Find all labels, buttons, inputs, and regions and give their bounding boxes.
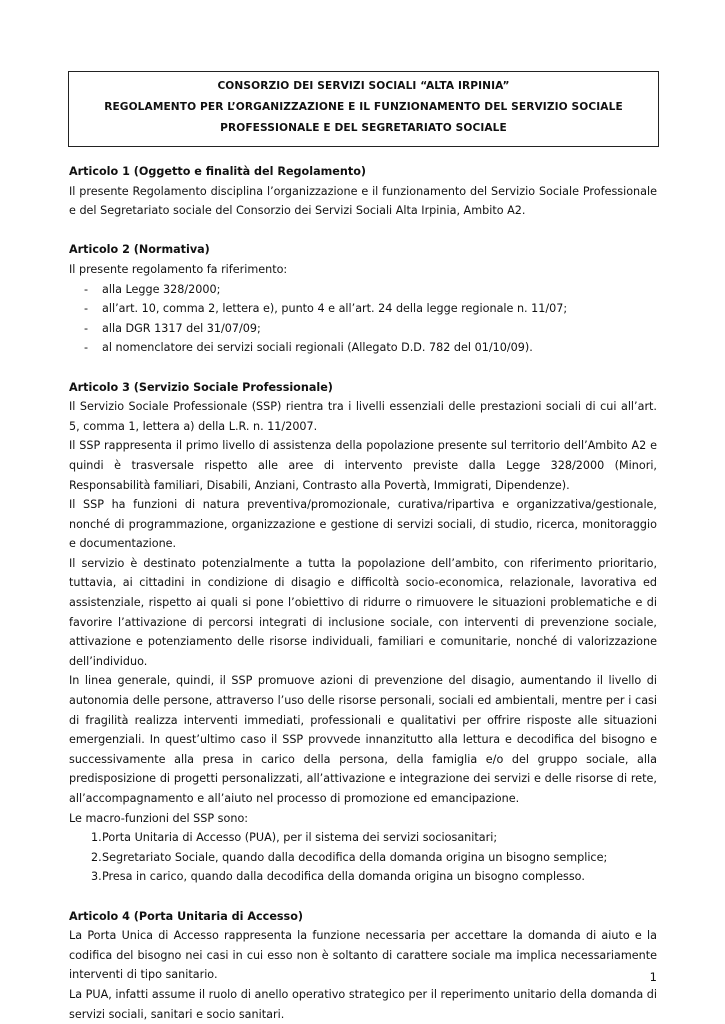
list-number: 2. <box>91 850 102 864</box>
list-item <box>69 319 657 339</box>
organization-title: CONSORZIO DEI SERVIZI SOCIALI “ALTA IRPINIA” <box>217 80 510 92</box>
document-body <box>69 162 657 1024</box>
article-3-paragraph-3: Il SSP ha funzioni di natura preventiva/promozionale, curativa/ripartiva e organizzativa/gestionale, nonché di programmazione, organizzazione e gestione di servizi sociali, di studio, ricerca, monitoraggio e documentazione. <box>69 498 657 551</box>
article-1 <box>69 162 657 221</box>
list-item-text: Presa in carico, quando dalla decodifica della domanda origina un bisogno complesso. <box>102 870 585 884</box>
article-1-paragraph: Il presente Regolamento disciplina l’organizzazione e il funzionamento del Servizio Sociale Professionale e del Segretariato sociale del Consorzio dei Servizi Sociali Alta Irpinia, Ambito A2. <box>69 184 657 218</box>
article-3-paragraph-6: Le macro-funzioni del SSP sono: <box>69 811 249 825</box>
article-4-paragraph-1: La Porta Unica di Accesso rappresenta la funzione necessaria per accettare la domanda di aiuto e la codifica del bisogno nei casi in cui esso non è soltanto di carattere sociale ma implica necessariamente interventi di tipo sanitario. <box>69 929 657 982</box>
article-3 <box>69 378 657 887</box>
list-item <box>69 867 657 887</box>
article-4-paragraph-2: La PUA, infatti assume il ruolo di anello operativo strategico per il reperimento unitario della domanda di servizi sociali, sanitari e socio sanitari. <box>69 987 657 1021</box>
list-item-text: alla Legge 328/2000; <box>102 282 221 296</box>
list-item-text: all’art. 10, comma 2, lettera e), punto 4 e all’art. 24 della legge regionale n. 11/07; <box>102 302 568 316</box>
list-item <box>69 299 657 319</box>
article-3-paragraph-1: Il Servizio Sociale Professionale (SSP) rientra tra i livelli essenziali delle prestazioni sociali di cui all’art. 5, comma 1, lettera a) della L.R. n. 11/2007. <box>69 400 657 433</box>
article-2-heading: Articolo 2 (Normativa) <box>69 243 210 257</box>
document-title-line-1: REGOLAMENTO PER L’ORGANIZZAZIONE E IL FUNZIONAMENTO DEL SERVIZIO SOCIALE <box>104 101 623 113</box>
document-title-line-2: PROFESSIONALE E DEL SEGRETARIATO SOCIALE <box>220 122 507 134</box>
dash-bullet: - <box>84 282 89 296</box>
dash-bullet: - <box>84 341 89 355</box>
list-item <box>69 280 657 300</box>
page-number: 1 <box>649 970 657 984</box>
article-3-paragraph-2: Il SSP rappresenta il primo livello di assistenza della popolazione presente sul territorio dell’Ambito A2 e quindi è trasversale rispetto alle aree di intervento previste dalla Legge 328/2000 (Minori, Responsabilità familiari, Disabili, Anziani, Contrasto alla Povertà, Immigrati, Dipendenze). <box>69 439 657 492</box>
dash-bullet: - <box>84 321 89 335</box>
article-3-paragraph-4: Il servizio è destinato potenzialmente a tutta la popolazione dell’ambito, con riferimento prioritario, tuttavia, ai cittadini in condizione di disagio e difficoltà socio-economica, relazionale, lavorativa ed assistenziale, rispetto ai quali si pone l’obiettivo di ridurre o rimuovere le situazioni problematiche e di favorire l’attivazione di percorsi integrati di inclusione sociale, con interventi di prevenzione sociale, attivazione e potenziamento delle risorse individuali, familiari e comunitarie, nonché di valorizzazione dell’individuo. <box>69 556 657 668</box>
dash-bullet: - <box>84 302 89 316</box>
article-1-heading: Articolo 1 (Oggetto e finalità del Regolamento) <box>69 165 366 178</box>
article-3-heading: Articolo 3 (Servizio Sociale Professionale) <box>69 380 333 394</box>
article-3-paragraph-5: In linea generale, quindi, il SSP promuove azioni di prevenzione del disagio, aumentando il livello di autonomia delle persone, attraverso l’uso delle risorse personali, sociali ed ambientali, mentre per i casi di fragilità realizza interventi immediati, professionali e qualitativi per offrire risposte alle situazioni emergenziali. In quest’ultimo caso il SSP provvede innanzitutto alla lettura e decodifica del bisogno e successivamente alla presa in carico della persona, della famiglia e/o del gruppo sociale, alla predisposizione di progetti personalizzati, all’attivazione e integrazione dei servizi e delle risorse di rete, all’accompagnamento e all’aiuto nel processo di promozione ed emancipazione. <box>69 674 657 805</box>
list-item <box>69 848 657 868</box>
list-number: 3. <box>91 870 102 884</box>
list-item-text: al nomenclatore dei servizi sociali regionali (Allegato D.D. 782 del 01/10/09). <box>102 341 533 355</box>
article-4 <box>69 907 657 1024</box>
list-item <box>69 338 657 358</box>
list-item <box>69 828 657 848</box>
article-2-intro: Il presente regolamento fa riferimento: <box>69 262 288 276</box>
list-item-text: Segretariato Sociale, quando dalla decodifica della domanda origina un bisogno semplice; <box>102 850 608 864</box>
title-box <box>68 71 659 147</box>
article-2 <box>69 240 657 358</box>
article-4-heading: Articolo 4 (Porta Unitaria di Accesso) <box>69 909 304 923</box>
list-item-text: alla DGR 1317 del 31/07/09; <box>102 321 261 335</box>
list-number: 1. <box>91 831 102 845</box>
list-item-text: Porta Unitaria di Accesso (PUA), per il sistema dei servizi sociosanitari; <box>102 831 498 845</box>
